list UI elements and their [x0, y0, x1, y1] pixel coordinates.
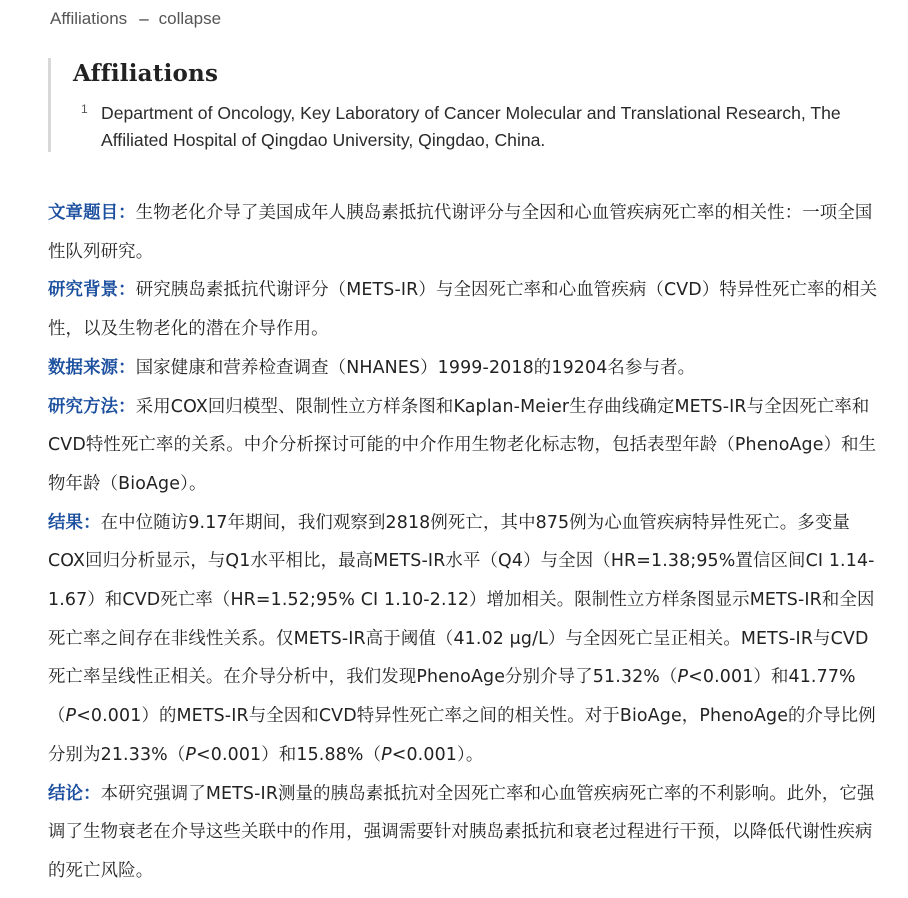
background-paragraph	[48, 271, 880, 348]
p-value-symbol: P	[185, 744, 197, 765]
toggle-separator: –	[139, 9, 149, 28]
abstract-title-paragraph	[48, 194, 880, 271]
affiliation-item	[73, 100, 878, 154]
source-label: 数据来源：	[48, 357, 136, 378]
conclusion-text: 本研究强调了METS-IR测量的胰岛素抵抗对全因死亡率和心血管疾病死亡率的不利影响。此外，它强调了生物衰老在介导这些关联中的作用，强调需要针对胰岛素抵抗和衰老过程进行干预，以降低代谢性疾病的死亡风险。	[48, 783, 875, 881]
p-value-symbol: P	[65, 706, 77, 727]
source-text: 国家健康和营养检查调查（NHANES）1999-2018的19204名参与者。	[135, 357, 696, 378]
affiliation-number: 1	[81, 102, 88, 116]
source-paragraph	[48, 349, 880, 388]
results-text-b: <0.001）和41.77%（	[48, 667, 856, 727]
results-text-e: <0.001）。	[391, 744, 484, 765]
results-text-d: <0.001）和15.88%（	[196, 744, 382, 765]
results-text-c: <0.001）的METS-IR与全因和CVD特异性死亡率之间的相关性。对于BioAge，PhenoAge的介导比例分别为21.33%（	[48, 706, 876, 765]
conclusion-paragraph	[48, 775, 880, 891]
affiliations-panel	[48, 58, 878, 152]
methods-paragraph	[48, 388, 880, 504]
chinese-abstract	[48, 194, 880, 891]
methods-label: 研究方法：	[48, 396, 136, 417]
background-text: 研究胰岛素抵抗代谢评分（METS-IR）与全因死亡率和心血管疾病（CVD）特异性死亡率的相关性，以及生物老化的潜在介导作用。	[48, 280, 878, 340]
results-label: 结果：	[48, 512, 101, 533]
affiliations-heading: Affiliations	[73, 60, 219, 87]
results-text-a: 在中位随访9.17年期间，我们观察到2818例死亡，其中875例为心血管疾病特异性死亡。多变量COX回归分析显示，与Q1水平相比，最高METS-IR水平（Q4）与全因（HR=1.38;95%置信区间CI 1.14-1.67）和CVD死亡率（HR=1.52;95% CI 1.10-2.12）增加相关。限制性立方样条图显示METS-IR和全因死亡率之间存在非线性关系。仅METS-IR高于阈值（41.02 μg/L）与全因死亡呈正相关。METS-IR与CVD死亡率呈线性正相关。在介导分析中，我们发现PhenoAge分别介导了51.32%（	[48, 512, 875, 688]
affiliation-text: Department of Oncology, Key Laboratory of Cancer Molecular and Translational Research, The Affiliated Hospital of Qingdao University, Qingdao, China.	[101, 103, 841, 150]
toggle-label: Affiliations	[50, 9, 128, 28]
title-label: 文章题目：	[48, 203, 136, 223]
collapse-link[interactable]: collapse	[158, 9, 222, 28]
p-value-symbol: P	[381, 744, 392, 765]
background-label: 研究背景：	[48, 280, 136, 301]
results-paragraph	[48, 504, 880, 775]
title-text: 生物老化介导了美国成年人胰岛素抵抗代谢评分与全因和心血管疾病死亡率的相关性：一项全国性队列研究。	[48, 203, 873, 262]
affiliations-toggle	[50, 9, 221, 29]
conclusion-label: 结论：	[48, 783, 101, 804]
p-value-symbol: P	[677, 667, 689, 688]
methods-text: 采用COX回归模型、限制性立方样条图和Kaplan-Meier生存曲线确定METS-IR与全因死亡率和CVD特性死亡率的关系。中介分析探讨可能的中介作用生物老化标志物，包括表型年龄（PhenoAge）和生物年龄（BioAge）。	[48, 396, 877, 494]
